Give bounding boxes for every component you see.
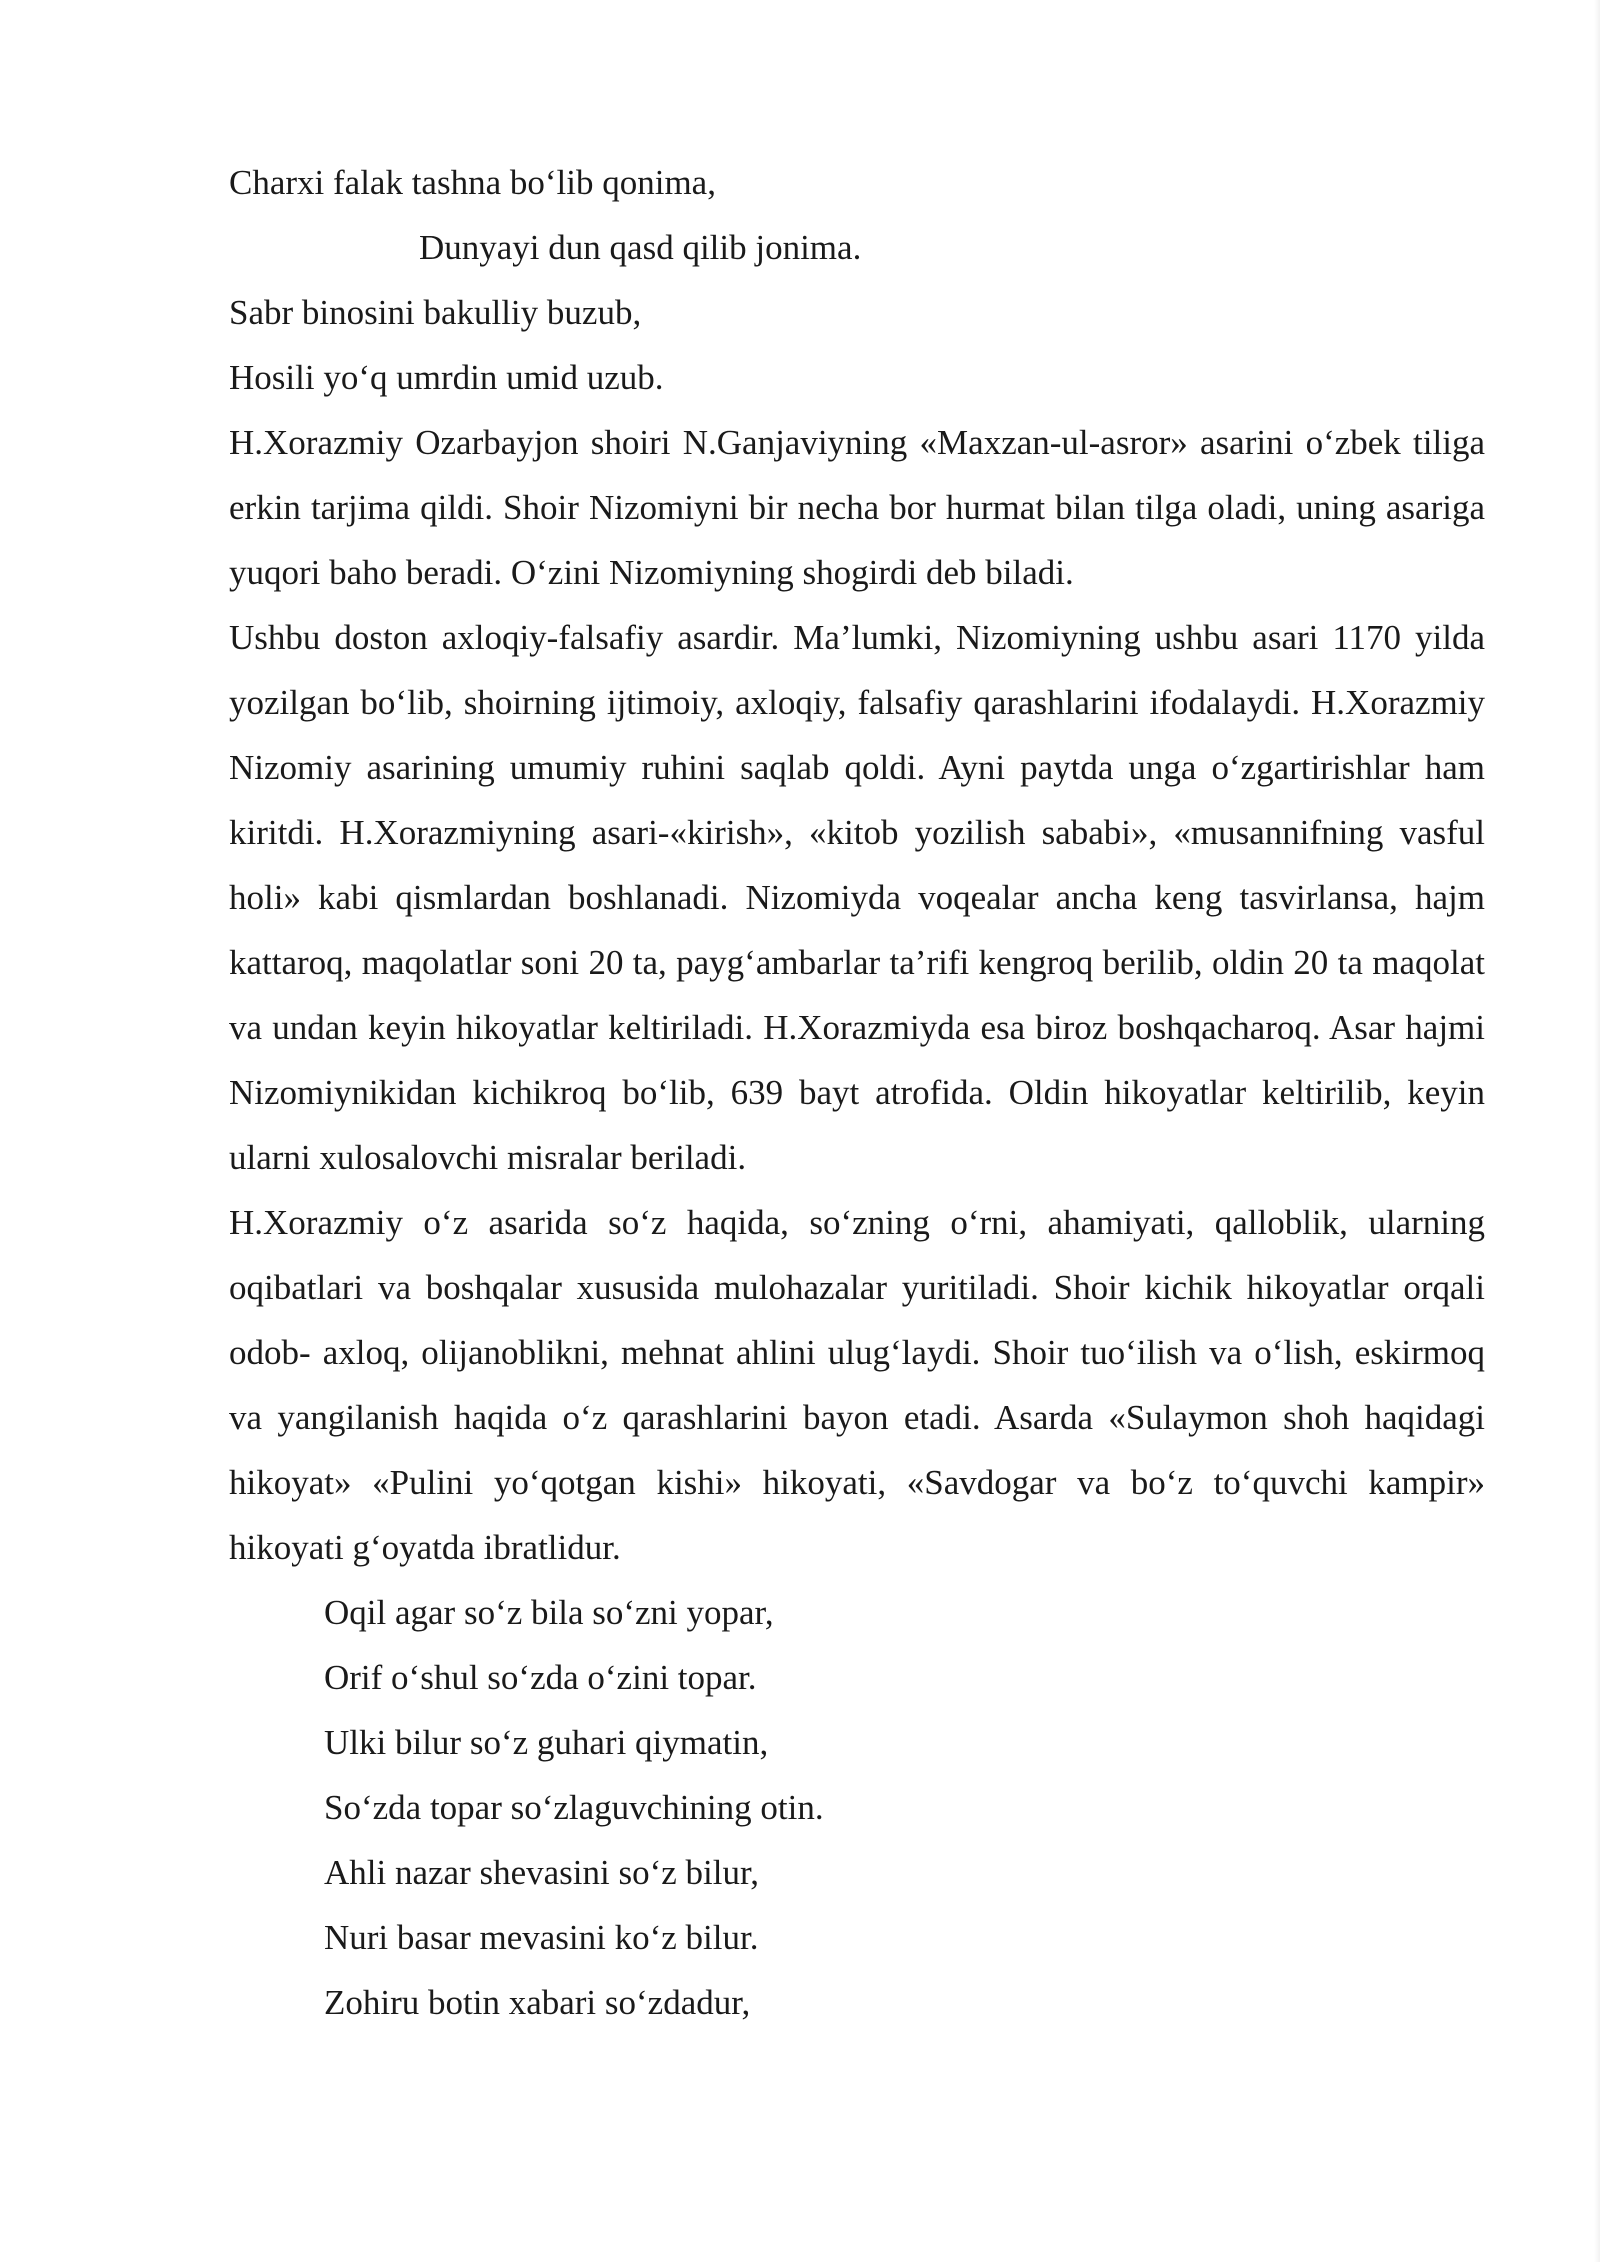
verse-line: Ulki bilur so‘z guhari qiymatin, bbox=[324, 1723, 769, 1762]
paragraph-comparison: Ushbu doston axloqiy-falsafiy asardir. Ma’lumki, Nizomiyning ushbu asari 1170 yilda yozilgan bo‘lib, shoirning ijtimoiy, axloqiy, falsafiy qarashlarini ifodalaydi. H.Xorazmiy Nizomiy asarining umumiy ruhini saqlab qoldi. Ayni paytda unga o‘zgartirishlar ham kiritdi. H.Xorazmiyning asari-«kirish», «kitob yozilish sababi», «musannifning vasful holi» kabi qismlardan boshlanadi. Nizomiyda voqealar ancha keng tasvirlansa, hajm kattaroq, maqolatlar soni 20 ta, payg‘ambarlar ta’rifi kengroq berilib, oldin 20 ta maqolat va undan keyin hikoyatlar keltiriladi. H.Xorazmiyda esa biroz boshqacharoq. Asar hajmi Nizomiynikidan kichikroq bo‘lib, 639 bayt atrofida. Oldin hikoyatlar keltirilib, keyin ularni xulosalovchi misralar beriladi. bbox=[229, 618, 1485, 1177]
verse-line: Oqil agar so‘z bila so‘zni yopar, bbox=[324, 1593, 774, 1632]
verse-line: Hosili yo‘q umrdin umid uzub. bbox=[229, 358, 664, 397]
verse-line: Zohiru botin xabari so‘zdadur, bbox=[324, 1983, 751, 2022]
paragraph-translation: H.Xorazmiy Ozarbayjon shoiri N.Ganjaviyning «Maxzan-ul-asror» asarini o‘zbek tiliga erkin tarjima qildi. Shoir Nizomiyni bir necha bor hurmat bilan tilga oladi, uning asariga yuqori baho beradi. O‘zini Nizomiyning shogirdi deb biladi. bbox=[229, 423, 1485, 592]
verse-line: Dunyayi dun qasd qilib jonima. bbox=[419, 228, 862, 267]
verse-line: Sabr binosini bakulliy buzub, bbox=[229, 293, 642, 332]
page-edge-shadow bbox=[1594, 0, 1600, 2262]
opening-verse bbox=[229, 150, 1485, 410]
closing-verse bbox=[229, 1580, 1485, 2035]
verse-line: Orif o‘shul so‘zda o‘zini topar. bbox=[324, 1658, 757, 1697]
verse-line: Ahli nazar shevasini so‘z bilur, bbox=[324, 1853, 760, 1892]
paragraph-themes: H.Xorazmiy o‘z asarida so‘z haqida, so‘zning o‘rni, ahamiyati, qalloblik, ularning oqibatlari va boshqalar xususida mulohazalar yuritiladi. Shoir kichik hikoyatlar orqali odob- axloq, olijanoblikni, mehnat ahlini ulug‘laydi. Shoir tuo‘ilish va o‘lish, eskirmoq va yangilanish haqida o‘z qarashlarini bayon etadi. Asarda «Sulaymon shoh haqidagi hikoyat» «Pulini yo‘qotgan kishi» hikoyati, «Savdogar va bo‘z to‘quvchi kampir» hikoyati g‘oyatda ibratlidur. bbox=[229, 1203, 1485, 1567]
verse-line: Nuri basar mevasini ko‘z bilur. bbox=[324, 1918, 759, 1957]
verse-line: Charxi falak tashna bo‘lib qonima, bbox=[229, 163, 716, 202]
verse-line: So‘zda topar so‘zlaguvchining otin. bbox=[324, 1788, 824, 1827]
